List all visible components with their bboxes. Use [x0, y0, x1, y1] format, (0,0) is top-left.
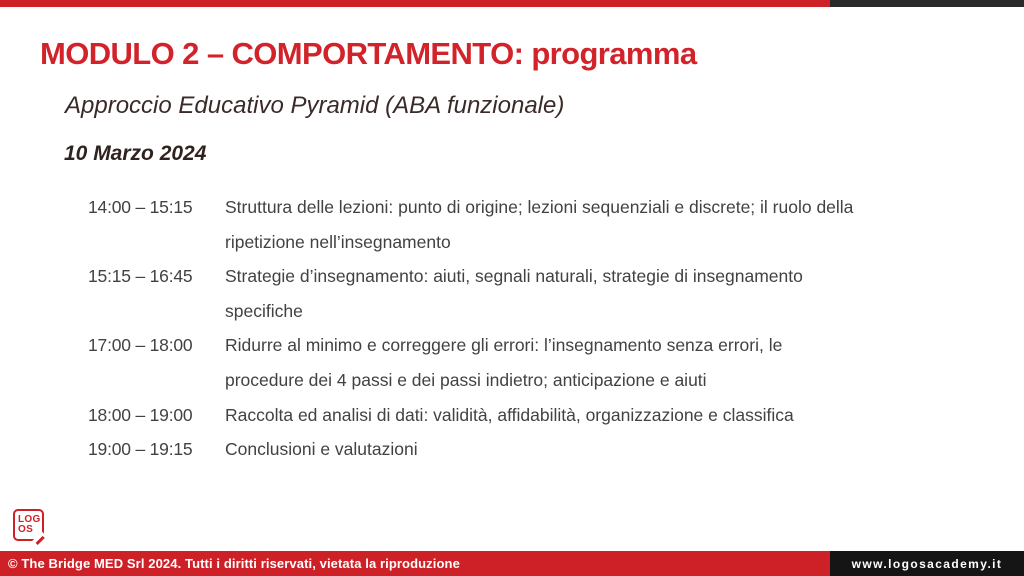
- topic-line: Raccolta ed analisi di dati: validità, affidabilità, organizzazione e classifica: [225, 404, 794, 425]
- schedule-row: [88, 259, 993, 328]
- topic-line: specifiche: [225, 300, 303, 321]
- logos-logo: [13, 509, 44, 541]
- topic-line: Struttura delle lezioni: punto di origine; lezioni sequenziali e discrete; il ruolo della: [225, 197, 854, 217]
- schedule-list: [88, 190, 993, 467]
- topic-cell: [225, 432, 993, 467]
- time-cell: 18:00 – 19:00: [88, 404, 193, 425]
- time-cell: 17:00 – 18:00: [88, 335, 193, 356]
- slide-subtitle: Approccio Educativo Pyramid (ABA funzionale): [65, 92, 565, 119]
- topic-line: Ridurre al minimo e correggere gli errori: l’insegnamento senza errori, le: [225, 335, 783, 356]
- topic-line: Conclusioni e valutazioni: [225, 439, 418, 460]
- top-accent-bar-red: [0, 0, 830, 7]
- time-cell: 19:00 – 19:15: [88, 439, 193, 460]
- logos-logo-line2: OS: [18, 524, 34, 535]
- logos-logo-line1: LOG: [18, 514, 41, 525]
- slide-date: 10 Marzo 2024: [64, 142, 207, 165]
- topic-line: ripetizione nell’insegnamento: [225, 231, 451, 252]
- copyright-text: © The Bridge MED Srl 2024. Tutti i diritti riservati, vietata la riproduzione: [0, 551, 830, 576]
- topic-cell: [225, 259, 993, 328]
- website-link[interactable]: www.logosacademy.it: [830, 551, 1024, 576]
- top-accent-bar: [0, 0, 1024, 7]
- topic-cell: [225, 328, 993, 397]
- schedule-row: [88, 398, 993, 433]
- time-cell: 15:15 – 16:45: [88, 266, 193, 287]
- logos-logo-text: [18, 515, 41, 535]
- topic-cell: [225, 398, 993, 433]
- topic-cell: [225, 190, 993, 259]
- schedule-row: [88, 190, 993, 259]
- topic-line: procedure dei 4 passi e dei passi indietro; anticipazione e aiuti: [225, 369, 707, 390]
- topic-line: Strategie d’insegnamento: aiuti, segnali naturali, strategie di insegnamento: [225, 266, 803, 287]
- slide-title: MODULO 2 – COMPORTAMENTO: programma: [40, 36, 697, 71]
- top-accent-bar-dark: [830, 0, 1024, 7]
- footer-bar: [0, 551, 1024, 576]
- schedule-row: [88, 328, 993, 397]
- schedule-row: [88, 432, 993, 467]
- time-cell: 14:00 – 15:15: [88, 197, 193, 217]
